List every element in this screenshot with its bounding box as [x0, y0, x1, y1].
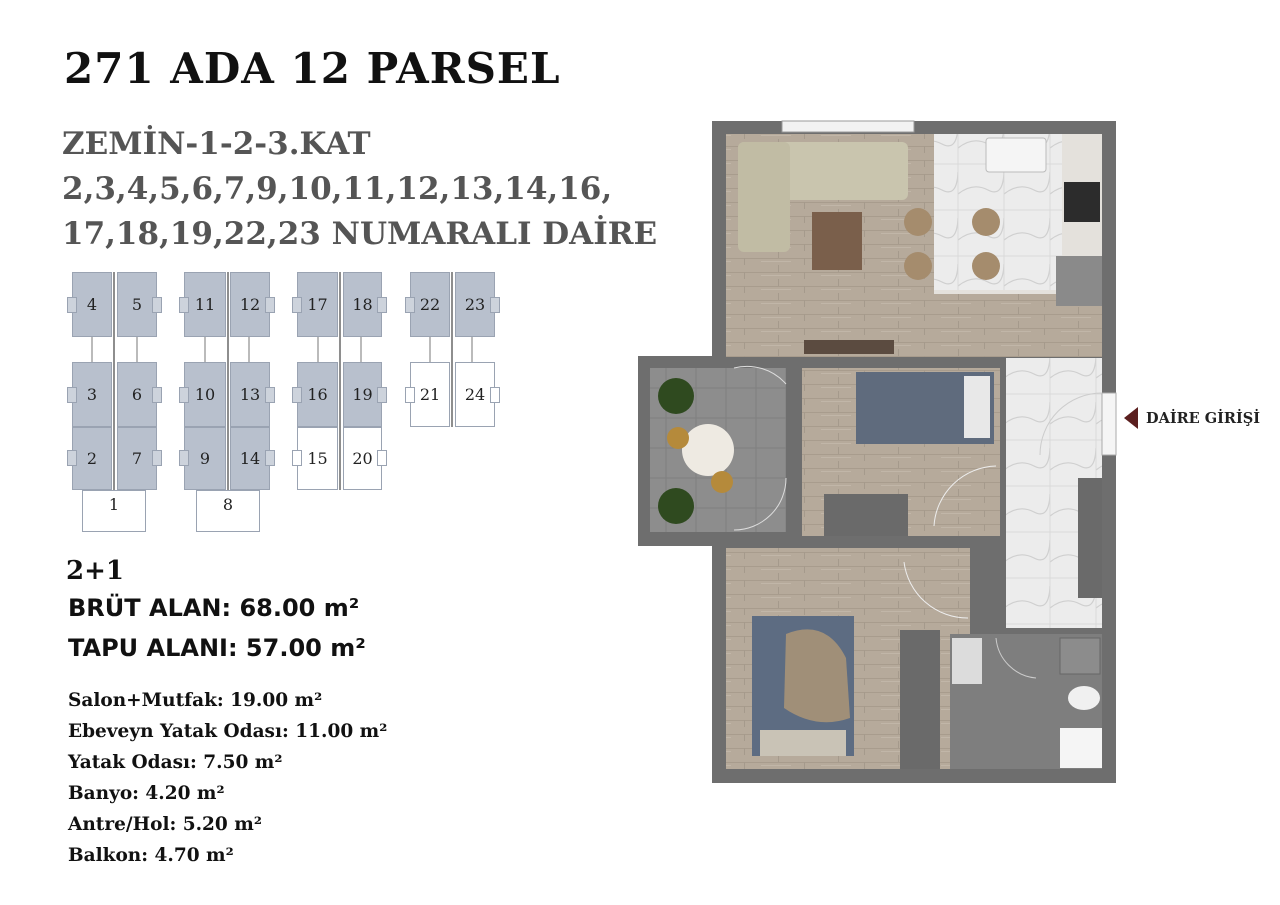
balcony-chair: [711, 471, 733, 493]
apartment-entry-marker: [1124, 407, 1260, 429]
apartment-type: 2+1: [66, 556, 124, 586]
pillow: [964, 376, 990, 438]
room-area-list: [68, 685, 387, 871]
unit-numbers-line-1: 2,3,4,5,6,7,9,10,11,12,13,14,16,: [62, 171, 613, 207]
unit-7: 7: [117, 427, 157, 490]
unit-13: 13: [230, 362, 270, 427]
cabinet: [1060, 638, 1100, 674]
kitchen-sink: [986, 138, 1046, 172]
plant: [658, 378, 694, 414]
floor-label: ZEMİN-1-2-3.KAT: [62, 126, 371, 162]
room-area-item: Yatak Odası: 7.50 m²: [68, 752, 283, 773]
room-area-item: Antre/Hol: 5.20 m²: [68, 814, 262, 835]
floor-plan: [636, 118, 1118, 788]
entry-label: DAİRE GİRİŞİ: [1146, 409, 1261, 427]
unit-2: 2: [72, 427, 112, 490]
unit-14: 14: [230, 427, 270, 490]
gross-area: BRÜT ALAN: 68.00 m²: [68, 594, 360, 622]
bar-stool: [904, 208, 932, 236]
bar-stool: [972, 252, 1000, 280]
window: [782, 121, 914, 132]
unit-16: 16: [297, 362, 338, 427]
deed-area: TAPU ALANI: 57.00 m²: [68, 634, 366, 662]
unit-18: 18: [343, 272, 382, 337]
entry-arrow-icon: [1124, 407, 1138, 429]
bar-stool: [972, 208, 1000, 236]
floor-and-unit-list: [62, 122, 657, 257]
unit-19: 19: [343, 362, 382, 427]
entry-door: [1102, 393, 1116, 455]
plant: [658, 488, 694, 524]
unit-8: 8: [196, 490, 260, 532]
unit-11: 11: [184, 272, 226, 337]
sofa-chaise: [738, 142, 790, 252]
washbasin: [952, 638, 982, 684]
fridge: [1056, 256, 1102, 306]
balcony-table: [682, 424, 734, 476]
unit-5: 5: [117, 272, 157, 337]
unit-9: 9: [184, 427, 226, 490]
room-area-item: Ebeveyn Yatak Odası: 11.00 m²: [68, 721, 388, 742]
unit-20: 20: [343, 427, 382, 490]
balcony-chair: [667, 427, 689, 449]
unit-22: 22: [410, 272, 450, 337]
unit-15: 15: [297, 427, 338, 490]
room-area-item: Balkon: 4.70 m²: [68, 845, 234, 866]
unit-24: 24: [455, 362, 495, 427]
room-area-item: Salon+Mutfak: 19.00 m²: [68, 690, 323, 711]
unit-3: 3: [72, 362, 112, 427]
coffee-table: [812, 212, 862, 270]
shower-tray: [1060, 728, 1102, 768]
cooktop: [1064, 182, 1100, 222]
room-area-item: Banyo: 4.20 m²: [68, 783, 225, 804]
tv-unit: [804, 340, 894, 354]
desk: [824, 494, 908, 536]
unit-1: 1: [82, 490, 146, 532]
unit-21: 21: [410, 362, 450, 427]
wardrobe: [900, 630, 940, 769]
hall-cabinet: [1078, 478, 1102, 598]
toilet: [1068, 686, 1100, 710]
page-title: 271 ADA 12 PARSEL: [64, 44, 561, 93]
unit-23: 23: [455, 272, 495, 337]
unit-10: 10: [184, 362, 226, 427]
unit-numbers-line-2: 17,18,19,22,23 NUMARALI DAİRE: [62, 216, 658, 252]
unit-6: 6: [117, 362, 157, 427]
unit-12: 12: [230, 272, 270, 337]
unit-17: 17: [297, 272, 338, 337]
bar-stool: [904, 252, 932, 280]
unit-4: 4: [72, 272, 112, 337]
pillows: [760, 730, 846, 756]
